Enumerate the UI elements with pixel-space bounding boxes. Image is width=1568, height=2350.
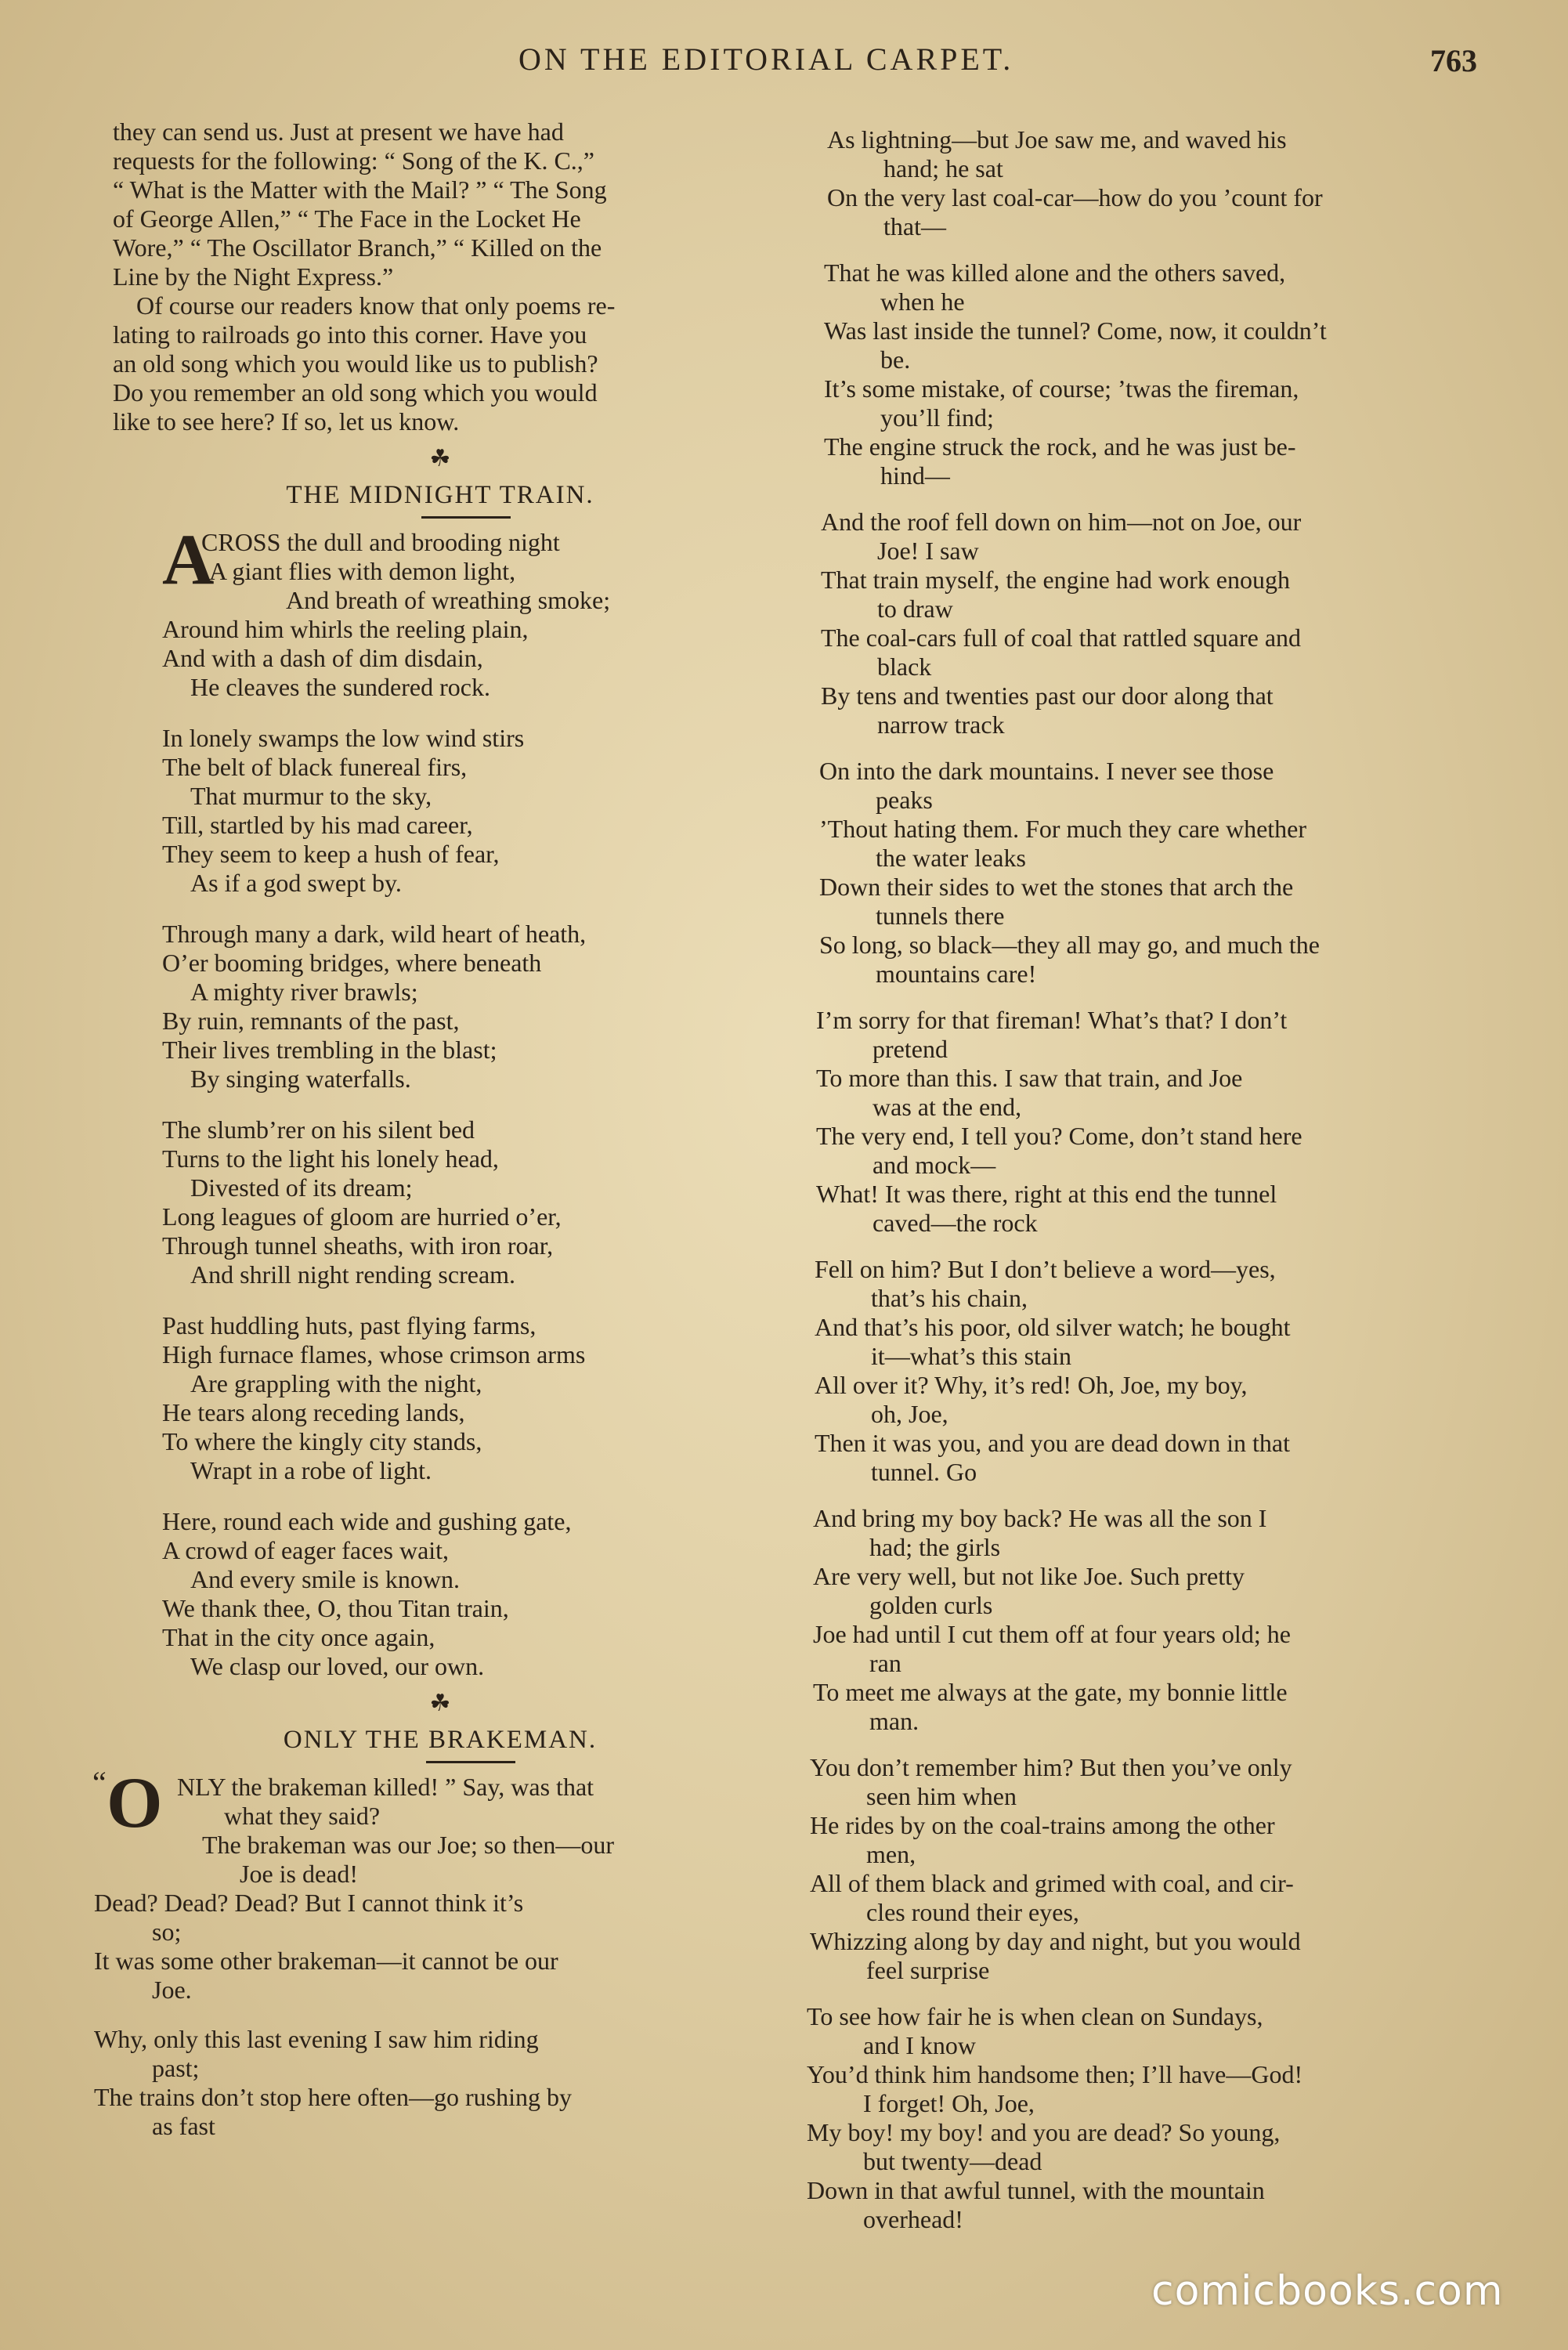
poem-line: The belt of black funereal firs, xyxy=(162,753,468,781)
poem-line: oh, Joe, xyxy=(871,1400,948,1428)
drop-cap: O xyxy=(107,1762,163,1842)
poem-line: pretend xyxy=(873,1035,948,1063)
poem-line: Why, only this last evening I saw him riding xyxy=(94,2025,539,2053)
intro-line: they can send us. Just at present we have had xyxy=(113,118,564,146)
poem-line: I’m sorry for that fireman! What’s that? I don’t xyxy=(816,1006,1288,1034)
stanza xyxy=(807,508,1496,739)
poem-line: The trains don’t stop here often—go rushing by xyxy=(94,2083,572,2111)
watermark-logo: comicbooks.com xyxy=(1151,2268,1504,2315)
poem-line: He cleaves the sundered rock. xyxy=(190,673,490,701)
title-rule xyxy=(426,1761,515,1763)
poem-line: O’er booming bridges, where beneath xyxy=(162,949,542,977)
poem-line: Wrapt in a robe of light. xyxy=(190,1456,432,1484)
poem-line: but twenty—dead xyxy=(863,2147,1042,2175)
clover-ornament-icon: ☘ xyxy=(429,1690,451,1716)
poem-line: By ruin, remnants of the past, xyxy=(162,1007,460,1035)
stanza xyxy=(162,1115,793,1289)
poem-line: My boy! my boy! and you are dead? So young, xyxy=(807,2118,1281,2146)
poem-line: In lonely swamps the low wind stirs xyxy=(162,724,525,752)
poem-brakeman-left xyxy=(88,1762,793,2141)
stanza xyxy=(807,757,1496,989)
poem-line: Through many a dark, wild heart of heath, xyxy=(162,920,587,948)
poem-line: that’s his chain, xyxy=(871,1284,1028,1312)
poem-line: Around him whirls the reeling plain, xyxy=(162,615,529,643)
poem-line: man. xyxy=(869,1707,919,1735)
poem-line: Past huddling huts, past flying farms, xyxy=(162,1311,537,1340)
stanza xyxy=(162,1507,793,1681)
poem-line: Through tunnel sheaths, with iron roar, xyxy=(162,1231,554,1260)
poem-line: and I know xyxy=(863,2031,976,2059)
poem-line: Whizzing along by day and night, but you would xyxy=(810,1927,1301,1955)
poem-line: A crowd of eager faces wait, xyxy=(162,1536,450,1564)
stanza xyxy=(807,258,1496,490)
left-column xyxy=(88,118,793,2141)
poem-line: To see how fair he is when clean on Sundays, xyxy=(807,2002,1263,2030)
poem-line: And with a dash of dim disdain, xyxy=(162,644,483,672)
poem-line: NLY the brakeman killed! ” Say, was that xyxy=(177,1773,594,1801)
poem-line: Turns to the light his lonely head, xyxy=(162,1144,499,1173)
intro-line: requests for the following: “ Song of the K. C.,” xyxy=(113,146,594,175)
poem-line: What! It was there, right at this end the tunnel xyxy=(816,1180,1277,1208)
poem-line: Joe is dead! xyxy=(240,1860,359,1888)
poem-line: And every smile is known. xyxy=(190,1565,460,1593)
page-number: 763 xyxy=(1430,43,1477,78)
poem-line: as fast xyxy=(152,2112,215,2140)
poem-line: Dead? Dead? Dead? But I cannot think it’s xyxy=(94,1889,524,1917)
poem-line: That train myself, the engine had work enough xyxy=(821,566,1290,594)
poem-line: and mock— xyxy=(873,1151,996,1179)
poem-line: tunnel. Go xyxy=(871,1458,977,1486)
poem-line: Long leagues of gloom are hurried o’er, xyxy=(162,1202,562,1231)
clover-ornament-icon: ☘ xyxy=(429,446,451,472)
poem-line: Are grappling with the night, xyxy=(190,1369,482,1397)
poem-line: the water leaks xyxy=(876,844,1026,872)
poem-line: That murmur to the sky, xyxy=(190,782,432,810)
poem-line: It’s some mistake, of course; ’twas the fireman, xyxy=(824,374,1299,403)
title-rule xyxy=(421,516,511,519)
poem-line: To more than this. I saw that train, and Joe xyxy=(816,1064,1243,1092)
poem-line: so; xyxy=(152,1918,182,1946)
poem-line: Here, round each wide and gushing gate, xyxy=(162,1507,572,1535)
intro-line: Of course our readers know that only poems re- xyxy=(136,291,616,320)
poem-line: Are very well, but not like Joe. Such pretty xyxy=(813,1562,1245,1590)
poem-line: A mighty river brawls; xyxy=(190,978,418,1006)
poem-line: hand; he sat xyxy=(883,154,1003,183)
stanza xyxy=(807,1255,1496,1487)
poem-title-midnight-train: THE MIDNIGHT TRAIN. xyxy=(286,481,594,509)
poem-line: And the roof fell down on him—not on Joe, our xyxy=(821,508,1302,536)
stanza xyxy=(807,1753,1496,1985)
poem-line: To where the kingly city stands, xyxy=(162,1427,482,1455)
poem-line: Down in that awful tunnel, with the mountain xyxy=(807,2176,1265,2204)
poem-line: It was some other brakeman—it cannot be our xyxy=(94,1947,558,1975)
poem-line: ’Thout hating them. For much they care whether xyxy=(819,815,1307,843)
poem-line: be. xyxy=(880,345,911,374)
poem-title-only-the-brakeman: ONLY THE BRAKEMAN. xyxy=(283,1726,598,1754)
poem-line: Fell on him? But I don’t believe a word—yes, xyxy=(815,1255,1276,1283)
intro-paragraph-2 xyxy=(88,291,793,436)
poem-line: On into the dark mountains. I never see those xyxy=(819,757,1274,785)
intro-line: an old song which you would like us to publish? xyxy=(113,349,598,378)
poem-line: That he was killed alone and the others saved, xyxy=(824,258,1286,287)
running-title: ON THE EDITORIAL CARPET. xyxy=(518,42,1014,77)
poem-line: By tens and twenties past our door along that xyxy=(821,682,1274,710)
poem-line: past; xyxy=(152,2054,200,2082)
intro-line: Line by the Night Express.” xyxy=(113,262,394,291)
poem-line: Their lives trembling in the blast; xyxy=(162,1036,497,1064)
poem-line: feel surprise xyxy=(866,1956,990,1984)
drop-cap: A xyxy=(162,519,215,599)
intro-line: of George Allen,” “ The Face in the Locket He xyxy=(113,204,581,233)
poem-line: The engine struck the rock, and he was just be- xyxy=(824,432,1296,461)
right-column xyxy=(807,125,1496,2251)
poem-line: overhead! xyxy=(863,2205,963,2233)
poem-line: hind— xyxy=(880,461,950,490)
poem-line: You’d think him handsome then; I’ll have—God! xyxy=(807,2060,1303,2088)
poem-line: black xyxy=(877,653,932,681)
poem-line: Divested of its dream; xyxy=(190,1173,413,1202)
poem-line: mountains care! xyxy=(876,960,1037,988)
poem-line: He rides by on the coal-trains among the other xyxy=(810,1811,1275,1839)
poem-line: The brakeman was our Joe; so then—our xyxy=(202,1831,615,1859)
poem-brakeman-right xyxy=(807,125,1496,2234)
poem-line: High furnace flames, whose crimson arms xyxy=(162,1340,586,1368)
poem-line: A giant flies with demon light, xyxy=(209,557,516,585)
intro-paragraph-1 xyxy=(88,118,793,291)
poem-line: He tears along receding lands, xyxy=(162,1398,465,1426)
stanza xyxy=(162,1311,793,1485)
poem-line: seen him when xyxy=(866,1782,1017,1810)
poem-line: that— xyxy=(883,212,946,240)
poem-line: cles round their eyes, xyxy=(866,1898,1079,1926)
poem-line: to draw xyxy=(877,595,953,623)
poem-line: The slumb’rer on his silent bed xyxy=(162,1115,475,1144)
poem-line: You don’t remember him? But then you’ve only xyxy=(810,1753,1292,1781)
stanza xyxy=(162,920,793,1094)
poem-line: Was last inside the tunnel? Come, now, it couldn’t xyxy=(824,316,1327,345)
poem-line: Joe. xyxy=(152,1976,192,2004)
poem-line: And bring my boy back? He was all the son I xyxy=(813,1504,1267,1532)
stanza xyxy=(807,1006,1496,1238)
intro-line: “ What is the Matter with the Mail? ” “ The Song xyxy=(113,175,607,204)
intro-line: Do you remember an old song which you would xyxy=(113,378,598,407)
poem-line: And shrill night rending scream. xyxy=(190,1260,516,1289)
poem-line: golden curls xyxy=(869,1591,993,1619)
poem-line: They seem to keep a hush of fear, xyxy=(162,840,500,868)
poem-line: By singing waterfalls. xyxy=(190,1065,411,1093)
poem-line: CROSS the dull and brooding night xyxy=(201,528,560,556)
poem-line: And breath of wreathing smoke; xyxy=(286,586,611,614)
poem-line: And that’s his poor, old silver watch; he bought xyxy=(815,1313,1291,1341)
intro-line: lating to railroads go into this corner. Have you xyxy=(113,320,587,349)
running-head xyxy=(0,41,1568,88)
poem-line: Till, startled by his mad career, xyxy=(162,811,473,839)
poem-line: it—what’s this stain xyxy=(871,1342,1071,1370)
intro-line: like to see here? If so, let us know. xyxy=(113,407,460,436)
poem-line: ran xyxy=(869,1649,901,1677)
poem-line: caved—the rock xyxy=(873,1209,1038,1237)
poem-line: As lightning—but Joe saw me, and waved his xyxy=(827,125,1287,154)
open-quote: “ xyxy=(92,1765,107,1800)
stanza xyxy=(807,125,1496,241)
poem-line: had; the girls xyxy=(869,1533,1001,1561)
stanza xyxy=(162,519,793,702)
poem-line: All of them black and grimed with coal, and cir- xyxy=(810,1869,1294,1897)
poem-line: I forget! Oh, Joe, xyxy=(863,2089,1035,2117)
poem-line: We thank thee, O, thou Titan train, xyxy=(162,1594,509,1622)
intro-text xyxy=(88,118,793,436)
poem-line: tunnels there xyxy=(876,902,1005,930)
intro-line: Wore,” “ The Oscillator Branch,” “ Killed on the xyxy=(113,233,602,262)
poem-line: narrow track xyxy=(877,710,1005,739)
poem-line: The coal-cars full of coal that rattled square and xyxy=(821,624,1302,652)
poem-line: So long, so black—they all may go, and much the xyxy=(819,931,1320,959)
poem-midnight-train xyxy=(88,519,793,1681)
poem-line: The very end, I tell you? Come, don’t stand here xyxy=(816,1122,1302,1150)
stanza xyxy=(807,1504,1496,1736)
poem-line: On the very last coal-car—how do you ’count for xyxy=(827,183,1323,212)
poem-line: was at the end, xyxy=(873,1093,1022,1121)
stanza xyxy=(807,2002,1496,2234)
poem-line: That in the city once again, xyxy=(162,1623,435,1651)
poem-line: All over it? Why, it’s red! Oh, Joe, my boy, xyxy=(815,1371,1248,1399)
poem-line: men, xyxy=(866,1840,916,1868)
poem-line: As if a god swept by. xyxy=(190,869,402,897)
poem-line: you’ll find; xyxy=(880,403,994,432)
poem-line: peaks xyxy=(876,786,933,814)
stanza xyxy=(162,724,793,898)
poem-line: Then it was you, and you are dead down in that xyxy=(815,1429,1290,1457)
poem-line: Joe had until I cut them off at four years old; he xyxy=(813,1620,1291,1648)
poem-line: We clasp our loved, our own. xyxy=(190,1652,485,1680)
poem-line: To meet me always at the gate, my bonnie little xyxy=(813,1678,1288,1706)
poem-line: Down their sides to wet the stones that arch the xyxy=(819,873,1294,901)
poem-line: what they said? xyxy=(224,1802,381,1830)
poem-line: when he xyxy=(880,287,965,316)
poem-line: Joe! I saw xyxy=(877,537,979,565)
